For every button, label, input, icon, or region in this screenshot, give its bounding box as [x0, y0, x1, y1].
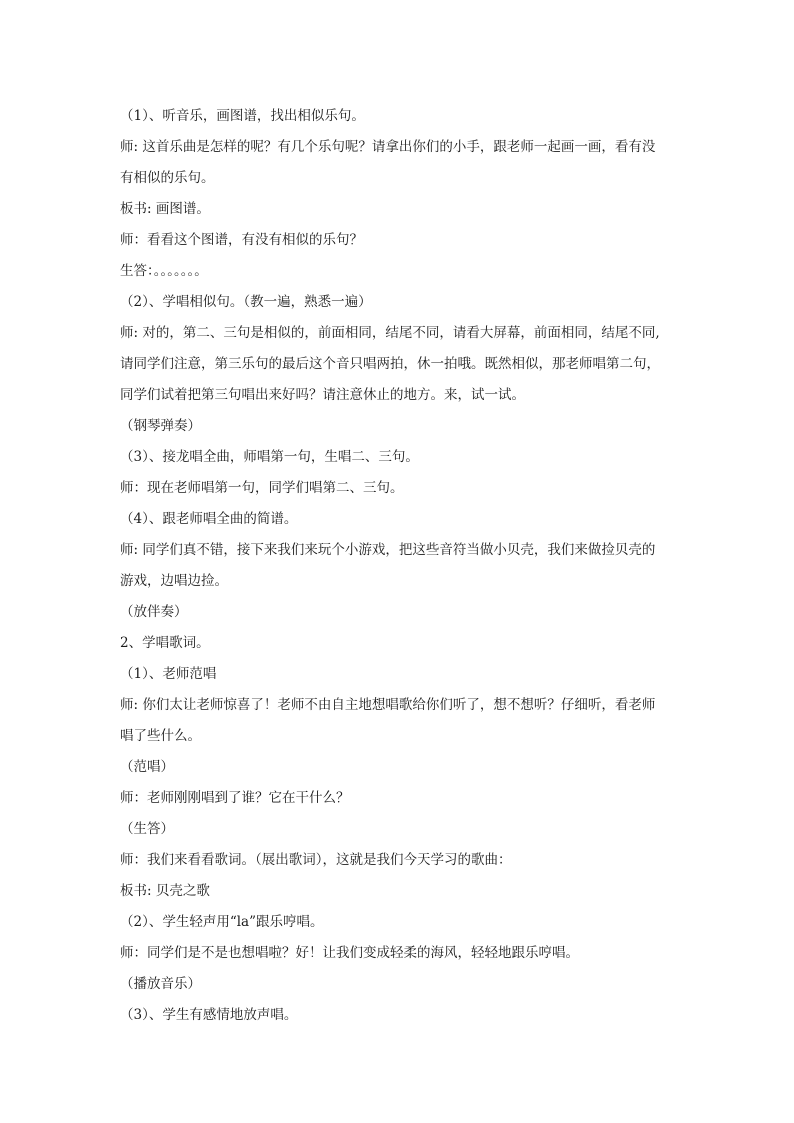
- heading-relay-sing: （3）、接龙唱全曲，师唱第一句，生唱二、三句。: [120, 449, 419, 465]
- blackboard-song-title: 板书: 贝壳之歌: [120, 883, 210, 899]
- teacher-look-diagram: 师：看看这个图谱，有没有相似的乐句？: [120, 232, 363, 248]
- teacher-who-question: 师：老师刚刚唱到了谁？它在干什么？: [120, 790, 350, 806]
- teacher-relay: 师：现在老师唱第一句，同学们唱第二、三句。: [120, 480, 404, 496]
- student-answer: 生答：。。。。。。。: [120, 263, 208, 279]
- accompaniment-note: （放伴奏）: [120, 604, 188, 620]
- teacher-hum: 师：同学们是不是也想唱啦？好！让我们变成轻柔的海风，轻轻地跟乐哼唱。: [120, 945, 579, 961]
- heading-learn-lyrics: 2、学唱歌词。: [120, 635, 210, 651]
- heading-listen-draw: （1）、听音乐，画图谱，找出相似乐句。: [120, 108, 365, 124]
- teacher-surprise-line-1: 师: 你们太让老师惊喜了！老师不由自主地想唱歌给你们听了，想不想听？仔细听，看老师: [120, 697, 656, 713]
- teacher-game-line-2: 游戏，边唱边捡。: [120, 573, 228, 589]
- heading-sing-emotion: （3）、学生有感情地放声唱。: [120, 1007, 298, 1023]
- teacher-surprise-line-2: 唱了些什么。: [120, 728, 201, 744]
- teacher-lyrics-intro: 师：我们来看看歌词。（展出歌词），这就是我们今天学习的歌曲：: [120, 852, 512, 868]
- heading-hum-la: （2）、学生轻声用“la”跟乐哼唱。: [120, 914, 324, 930]
- demo-note: （范唱）: [120, 759, 174, 775]
- piano-note: （钢琴弹奏）: [120, 418, 201, 434]
- teacher-question-line-2: 有相似的乐句。: [120, 170, 215, 186]
- heading-teacher-demo: （1）、老师范唱: [120, 666, 217, 682]
- teacher-similar-line-3: 同学们试着把第三句唱出来好吗？请注意休止的地方。来，试一试。: [120, 387, 525, 403]
- heading-learn-similar: （2）、学唱相似句。（教一遍，熟悉一遍）: [120, 294, 372, 310]
- blackboard-note-diagram: 板书: 画图谱。: [120, 201, 210, 217]
- teacher-question-line-1: 师: 这首乐曲是怎样的呢？有几个乐句呢？请拿出你们的小手，跟老师一起画一画，看有没: [120, 139, 656, 155]
- play-music-note: （播放音乐）: [120, 976, 201, 992]
- document-body: [120, 101, 680, 1031]
- teacher-game-line-1: 师: 同学们真不错，接下来我们来玩个小游戏，把这些音符当做小贝壳，我们来做捡贝壳的: [120, 542, 656, 558]
- teacher-similar-line-1: 师: 对的，第二、三句是相似的，前面相同，结尾不同，请看大屏幕，前面相同，结尾不同,: [120, 325, 660, 341]
- teacher-similar-line-2: 请同学们注意，第三乐句的最后这个音只唱两拍，休一拍哦。既然相似，那老师唱第二句，: [120, 356, 660, 372]
- heading-sing-notation: （4）、跟老师唱全曲的简谱。: [120, 511, 298, 527]
- student-answer-note: （生答）: [120, 821, 174, 837]
